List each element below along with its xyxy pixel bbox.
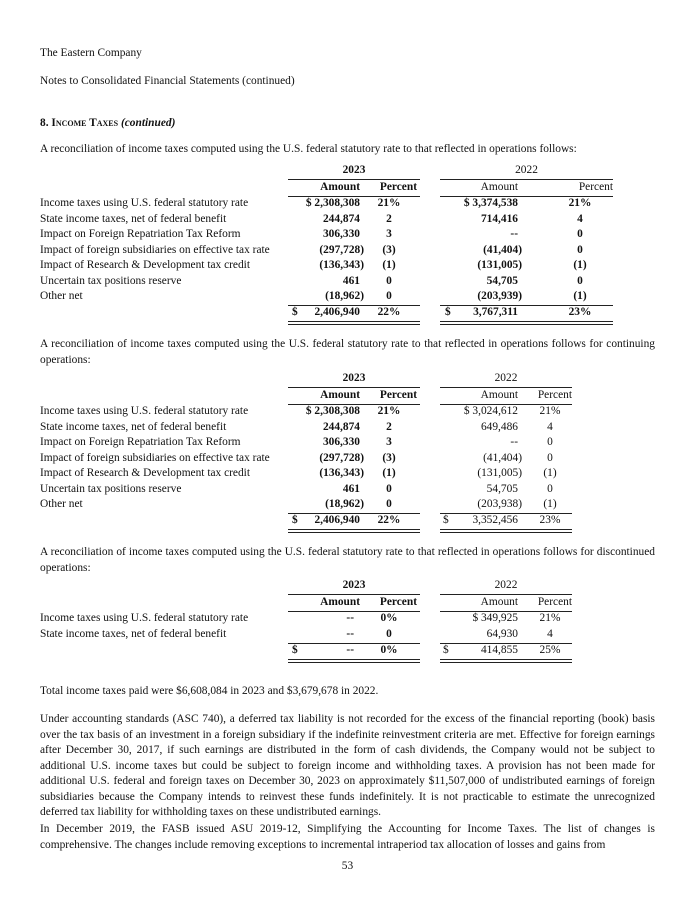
page-number: 53: [341, 860, 354, 872]
amount-2022: (131,005): [477, 259, 522, 271]
percent-2022: (1): [573, 290, 587, 302]
amount-2022: 64,930: [486, 627, 518, 640]
total-dollar-2022: $: [445, 306, 451, 318]
total-row: [40, 644, 660, 659]
total-percent-2023: 22%: [377, 306, 401, 318]
section-suffix: (continued): [120, 117, 176, 129]
total-amount-2022: 3,767,311: [473, 306, 518, 318]
table-row: [40, 244, 660, 259]
year-header-2022: 2022: [515, 164, 538, 176]
year-header-2023: 2023: [342, 579, 366, 591]
percent-2022: 4: [547, 627, 553, 640]
amount-2022: (203,939): [477, 290, 522, 302]
col-amount-2023: Amount: [320, 181, 360, 193]
total-percent-2022: 25%: [539, 644, 561, 656]
percent-2022: (1): [543, 467, 557, 479]
rule: [288, 179, 420, 180]
col-percent-2022: Percent: [537, 596, 572, 608]
table-row: [40, 290, 660, 305]
amount-2023: (136,343): [319, 259, 364, 271]
total-amount-2023: 2,406,940: [314, 514, 360, 526]
total-dollar-2023: $: [292, 514, 298, 526]
row-label: State income taxes, net of federal benefit: [40, 212, 227, 225]
amount-2022: (41,404): [483, 243, 522, 256]
table-row: [40, 405, 660, 420]
table-row: [40, 436, 660, 451]
amount-2023: $ 2,308,308: [305, 197, 360, 209]
year-header-2023: 2023: [342, 372, 366, 384]
row-label: Impact of Research & Development tax credit: [40, 259, 251, 271]
percent-2022: 4: [547, 420, 553, 433]
double-rule: [288, 529, 420, 533]
rule: [288, 387, 420, 388]
percent-2022: 21%: [539, 612, 561, 624]
total-dollar-2023: $: [292, 306, 298, 318]
percent-2023: (3): [382, 243, 396, 256]
row-label: Income taxes using U.S. federal statutory rate: [40, 612, 249, 624]
col-amount-2023: Amount: [320, 596, 360, 608]
amount-2023: 306,330: [322, 228, 360, 240]
table-row: [40, 498, 660, 513]
percent-2022: 4: [577, 212, 583, 225]
col-percent-2023: Percent: [379, 596, 417, 608]
amount-2022: (131,005): [477, 467, 522, 479]
total-dollar-2022: $: [443, 514, 449, 526]
amount-2023: --: [346, 627, 354, 640]
row-label: Uncertain tax positions reserve: [40, 274, 182, 287]
col-amount-2023: Amount: [320, 389, 360, 401]
total-amount-2022: 3,352,456: [472, 514, 518, 526]
total-row: [40, 514, 660, 529]
table-row: [40, 228, 660, 243]
col-amount-2022: Amount: [480, 181, 518, 193]
amount-2022: --: [510, 436, 518, 448]
table1-intro: A reconciliation of income taxes computed using the U.S. federal statutory rate to that reflected in operations follows:: [40, 143, 577, 155]
percent-2023: 2: [386, 212, 392, 225]
row-label: Impact of foreign subsidiaries on effective tax rate: [40, 451, 270, 464]
asc740-paragraph: Under accounting standards (ASC 740), a deferred tax liability is not recorded for the excess of the financial reporting (book) basis over the tax basis of an investment in a foreign subsidiary if the indefinite reinvestment criteria are met. Effective for foreign earnings after December 30, 2017, if such earnings are distributed in the form of cash dividends, the Company would not be subject to additional U.S. income taxes but could be subject to foreign income and withholding taxes. A provision has not been made for additional U.S. federal and foreign taxes on December 30, 2023 on approximately $11,507,000 of undistributed earnings of foreign subsidiaries because the Company intends to reinvest these funds indefinitely. It is not practicable to estimate the unrecognized deferred tax liability for withholding taxes on these undistributed earnings.: [40, 713, 655, 818]
col-percent-2022: Percent: [578, 181, 613, 193]
amount-2022: 54,705: [486, 274, 518, 287]
amount-2022: $ 349,925: [472, 612, 518, 624]
row-label: Other net: [40, 498, 83, 510]
amount-2023: (136,343): [319, 467, 364, 479]
rule: [440, 179, 613, 180]
total-amount-2022: 414,855: [480, 644, 518, 656]
percent-2022: (1): [543, 498, 557, 510]
row-label: Impact on Foreign Repatriation Tax Reform: [40, 228, 241, 240]
total-amount-2023: 2,406,940: [314, 306, 360, 318]
amount-2022: 649,486: [480, 420, 518, 433]
percent-2022: 0: [547, 482, 553, 495]
taxes-paid-paragraph: Total income taxes paid were $6,608,084 in 2023 and $3,679,678 in 2022.: [40, 685, 379, 697]
amount-2023: --: [346, 612, 354, 624]
percent-2023: (1): [382, 467, 396, 479]
percent-2023: 0%: [380, 612, 398, 624]
percent-2022: (1): [573, 259, 587, 271]
percent-2023: 3: [386, 228, 392, 240]
amount-2022: $ 3,024,612: [463, 405, 518, 417]
year-header-2023: 2023: [342, 164, 366, 176]
total-amount-2023: --: [346, 644, 354, 656]
amount-2023: (297,728): [319, 243, 364, 256]
col-percent-2022: Percent: [537, 389, 572, 401]
rule: [440, 594, 572, 595]
percent-2023: 0: [386, 274, 392, 287]
total-percent-2023: 0%: [380, 644, 398, 656]
double-rule: [440, 659, 572, 663]
table-row: [40, 628, 660, 643]
rule: [440, 387, 572, 388]
row-label: Impact on Foreign Repatriation Tax Reform: [40, 436, 241, 448]
total-row: [40, 306, 660, 321]
row-label: Uncertain tax positions reserve: [40, 482, 182, 495]
table-row: [40, 612, 660, 627]
percent-2022: 0: [577, 274, 583, 287]
amount-2023: 306,330: [322, 436, 360, 448]
amount-2023: 461: [342, 482, 360, 495]
percent-2023: 2: [386, 420, 392, 433]
double-rule: [440, 321, 613, 325]
table-row: [40, 213, 660, 228]
col-percent-2023: Percent: [379, 181, 417, 193]
section-heading: [40, 117, 175, 129]
company-name: The Eastern Company: [40, 47, 142, 59]
percent-2022: 0: [577, 243, 583, 256]
double-rule: [288, 321, 420, 325]
row-label: Impact of foreign subsidiaries on effective tax rate: [40, 243, 270, 256]
percent-2023: 0: [386, 498, 392, 510]
table-row: [40, 421, 660, 436]
total-percent-2023: 22%: [377, 514, 401, 526]
double-rule: [288, 659, 420, 663]
percent-2023: 0: [386, 290, 392, 302]
asu-paragraph: In December 2019, the FASB issued ASU 2019-12, Simplifying the Accounting for Income Taxes. The list of changes is comprehensive. The changes include removing exceptions to incremental intraperiod tax allocation of losses and gains from: [40, 823, 655, 851]
table-row: [40, 197, 660, 212]
year-header-2022: 2022: [494, 372, 518, 384]
table-row: [40, 275, 660, 290]
amount-2022: (41,404): [483, 451, 522, 464]
percent-2023: (1): [382, 259, 396, 271]
amount-2022: $ 3,374,538: [463, 197, 518, 209]
amount-2022: 54,705: [486, 482, 518, 495]
rule: [288, 594, 420, 595]
amount-2022: 714,416: [480, 212, 518, 225]
percent-2023: 0: [386, 482, 392, 495]
amount-2023: 461: [342, 274, 360, 287]
row-label: Other net: [40, 290, 83, 302]
double-rule: [440, 529, 572, 533]
amount-2023: $ 2,308,308: [305, 405, 360, 417]
amount-2022: --: [510, 228, 518, 240]
row-label: State income taxes, net of federal benefit: [40, 627, 227, 640]
amount-2023: 244,874: [322, 212, 360, 225]
table3-intro: A reconciliation of income taxes computed using the U.S. federal statutory rate to that reflected in operations follows for discontinued operations:: [40, 546, 655, 574]
percent-2022: 21%: [568, 197, 592, 209]
table-row: [40, 259, 660, 274]
percent-2023: 0: [386, 627, 392, 640]
col-amount-2022: Amount: [480, 389, 518, 401]
amount-2022: (203,938): [477, 498, 522, 510]
section-number: 8.: [40, 117, 49, 129]
amount-2023: (18,962): [325, 290, 364, 302]
total-percent-2022: 23%: [539, 514, 561, 526]
total-percent-2022: 23%: [568, 306, 592, 318]
table-row: [40, 452, 660, 467]
percent-2022: 0: [547, 451, 553, 464]
row-label: State income taxes, net of federal benefit: [40, 420, 227, 433]
percent-2022: 0: [577, 228, 583, 240]
row-label: Impact of Research & Development tax credit: [40, 467, 251, 479]
total-dollar-2022: $: [443, 644, 449, 656]
amount-2023: 244,874: [322, 420, 360, 433]
total-dollar-2023: $: [292, 644, 298, 656]
table-row: [40, 483, 660, 498]
col-percent-2023: Percent: [379, 389, 417, 401]
row-label: Income taxes using U.S. federal statutory rate: [40, 197, 249, 209]
year-header-2022: 2022: [494, 579, 518, 591]
percent-2023: 21%: [377, 197, 401, 209]
section-title: Income Taxes: [51, 117, 119, 129]
percent-2023: (3): [382, 451, 396, 464]
table-row: [40, 467, 660, 482]
percent-2023: 3: [386, 436, 392, 448]
amount-2023: (18,962): [325, 498, 364, 510]
document-subtitle: Notes to Consolidated Financial Statements (continued): [40, 75, 295, 87]
percent-2022: 21%: [539, 405, 561, 417]
percent-2022: 0: [547, 436, 553, 448]
col-amount-2022: Amount: [480, 596, 518, 608]
row-label: Income taxes using U.S. federal statutory rate: [40, 405, 249, 417]
amount-2023: (297,728): [319, 451, 364, 464]
table2-intro: A reconciliation of income taxes computed using the U.S. federal statutory rate to that reflected in operations follows for continuing operations:: [40, 338, 655, 366]
percent-2023: 21%: [377, 405, 401, 417]
